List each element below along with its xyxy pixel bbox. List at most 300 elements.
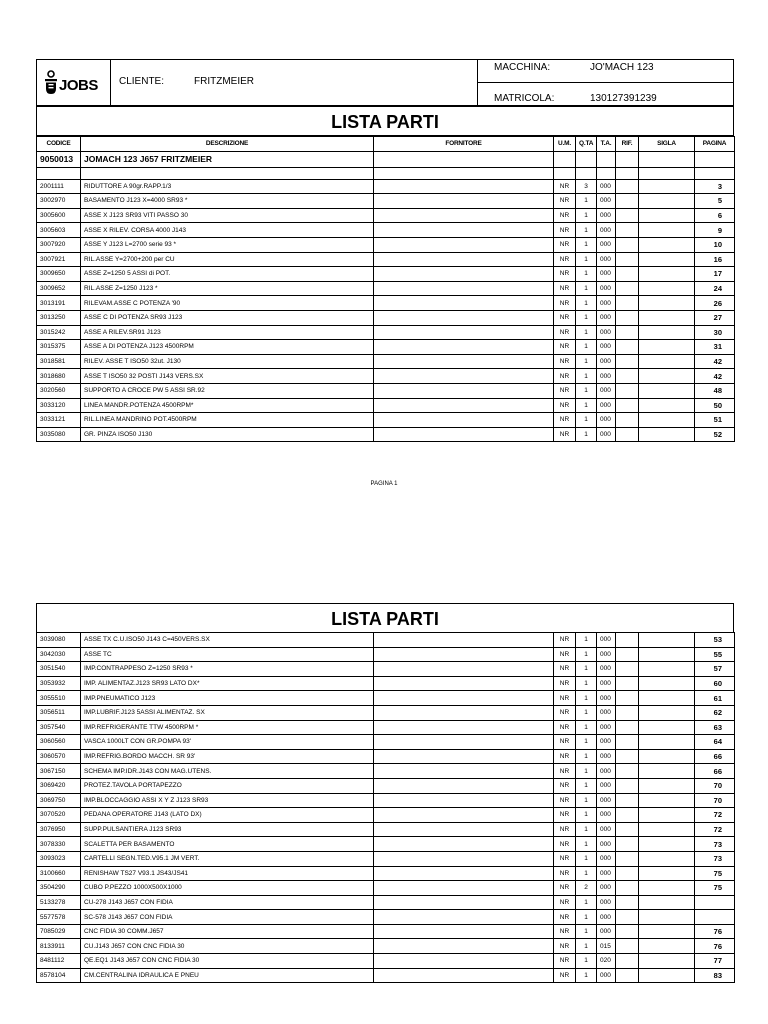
cell-ta: 000 bbox=[597, 354, 616, 369]
cell-rif bbox=[616, 223, 639, 238]
cell-ta: 000 bbox=[597, 910, 616, 925]
cell-pagina: 77 bbox=[695, 954, 735, 969]
cell-ta: 000 bbox=[597, 866, 616, 881]
cell-ta: 000 bbox=[597, 924, 616, 939]
cell-pagina: 66 bbox=[695, 749, 735, 764]
cell-codice: 3051540 bbox=[37, 662, 81, 677]
cell-fornitore bbox=[374, 968, 554, 983]
cell-sigla bbox=[639, 310, 695, 325]
table-row bbox=[37, 647, 735, 662]
cell-descrizione: PEDANA OPERATORE J143 (LATO DX) bbox=[81, 808, 374, 823]
cell-ta: 000 bbox=[597, 296, 616, 311]
table-row bbox=[37, 310, 735, 325]
cell-codice: 3015375 bbox=[37, 340, 81, 355]
cell-um: NR bbox=[554, 310, 576, 325]
cell-fornitore bbox=[374, 691, 554, 706]
cell-pagina: 73 bbox=[695, 851, 735, 866]
cell-codice: 3035080 bbox=[37, 427, 81, 442]
cell-fornitore bbox=[374, 720, 554, 735]
cell-qta: 1 bbox=[576, 398, 597, 413]
cell-um: NR bbox=[554, 179, 576, 194]
cell-sigla bbox=[639, 179, 695, 194]
cell-um: NR bbox=[554, 691, 576, 706]
table-row bbox=[37, 910, 735, 925]
table-row bbox=[37, 281, 735, 296]
cell-ta: 000 bbox=[597, 749, 616, 764]
cell-descrizione: ASSE Z=1250 5 ASSI di POT. bbox=[81, 267, 374, 282]
cell-qta: 1 bbox=[576, 910, 597, 925]
cell-codice: 8578104 bbox=[37, 968, 81, 983]
cell-ta: 000 bbox=[597, 223, 616, 238]
cell-rif bbox=[616, 778, 639, 793]
cell-fornitore bbox=[374, 413, 554, 428]
cell-rif bbox=[616, 662, 639, 677]
cell-fornitore bbox=[374, 705, 554, 720]
cell-um: NR bbox=[554, 267, 576, 282]
cell-um: NR bbox=[554, 735, 576, 750]
cell-codice: 3013191 bbox=[37, 296, 81, 311]
cell-pagina: 73 bbox=[695, 837, 735, 852]
cell-ta: 000 bbox=[597, 808, 616, 823]
table-row bbox=[37, 866, 735, 881]
cell-descrizione: ASSE Y J123 L=2700 serie 93 * bbox=[81, 237, 374, 252]
cell-sigla bbox=[639, 910, 695, 925]
cell-ta: 000 bbox=[597, 413, 616, 428]
cell-rif bbox=[616, 881, 639, 896]
cell-sigla bbox=[639, 296, 695, 311]
cell-um: NR bbox=[554, 194, 576, 209]
cell-descrizione: RILEVAM.ASSE C POTENZA '90 bbox=[81, 296, 374, 311]
cell-sigla bbox=[639, 778, 695, 793]
col-ta: T.A. bbox=[597, 137, 616, 152]
cell-fornitore bbox=[374, 749, 554, 764]
cell-pagina: 51 bbox=[695, 413, 735, 428]
cell-descrizione: CNC FIDIA 30 COMM.J657 bbox=[81, 924, 374, 939]
cell-ta: 000 bbox=[597, 252, 616, 267]
cell-rif bbox=[616, 281, 639, 296]
cell-qta: 1 bbox=[576, 968, 597, 983]
cell-rif bbox=[616, 866, 639, 881]
cell-pagina bbox=[695, 910, 735, 925]
cell-fornitore bbox=[374, 647, 554, 662]
cell-descrizione: RIL.LINEA MANDRINO POT.4500RPM bbox=[81, 413, 374, 428]
cell-rif bbox=[616, 427, 639, 442]
cell-um: NR bbox=[554, 705, 576, 720]
table-row bbox=[37, 383, 735, 398]
cell-descrizione: SC-578 J143 J657 CON FIDIA bbox=[81, 910, 374, 925]
cell-fornitore bbox=[374, 194, 554, 209]
cell-codice: 3069750 bbox=[37, 793, 81, 808]
cell-descrizione: RIDUTTORE A 90gr.RAPP.1/3 bbox=[81, 179, 374, 194]
cell-um: NR bbox=[554, 749, 576, 764]
cell-fornitore bbox=[374, 866, 554, 881]
cell-codice: 3015242 bbox=[37, 325, 81, 340]
cell-qta: 1 bbox=[576, 954, 597, 969]
cell-pagina: 72 bbox=[695, 822, 735, 837]
cell-sigla bbox=[639, 764, 695, 779]
cell-um: NR bbox=[554, 383, 576, 398]
cell-um: NR bbox=[554, 968, 576, 983]
table-row bbox=[37, 179, 735, 194]
cell-rif bbox=[616, 267, 639, 282]
cell-descrizione: IMP. ALIMENTAZ.J123 SR93 LATO DX* bbox=[81, 676, 374, 691]
table-row bbox=[37, 237, 735, 252]
matricola-label: MATRICOLA: bbox=[494, 93, 555, 104]
cell-qta: 1 bbox=[576, 208, 597, 223]
cell-ta: 000 bbox=[597, 369, 616, 384]
cell-rif bbox=[616, 808, 639, 823]
cell-ta: 000 bbox=[597, 895, 616, 910]
cell-codice: 3007920 bbox=[37, 237, 81, 252]
cell-qta: 1 bbox=[576, 354, 597, 369]
cell-codice: 3002970 bbox=[37, 194, 81, 209]
table-row bbox=[37, 398, 735, 413]
cell-sigla bbox=[639, 340, 695, 355]
cell-ta: 000 bbox=[597, 851, 616, 866]
cliente-value: FRITZMEIER bbox=[194, 76, 254, 87]
cell-fornitore bbox=[374, 427, 554, 442]
cell-qta: 1 bbox=[576, 851, 597, 866]
cell-fornitore bbox=[374, 924, 554, 939]
cell-descrizione: LINEA MANDR.POTENZA 4500RPM* bbox=[81, 398, 374, 413]
cell-codice: 3053932 bbox=[37, 676, 81, 691]
cell-sigla bbox=[639, 281, 695, 296]
col-sigla: SIGLA bbox=[639, 137, 695, 152]
table-row bbox=[37, 954, 735, 969]
cell-um: NR bbox=[554, 808, 576, 823]
page-title-2: LISTA PARTI bbox=[36, 603, 734, 633]
cell-descrizione: VASCA 1000LT CON GR.POMPA 93' bbox=[81, 735, 374, 750]
table-row bbox=[37, 633, 735, 648]
cell-pagina: 64 bbox=[695, 735, 735, 750]
cell-rif bbox=[616, 398, 639, 413]
cell-rif bbox=[616, 939, 639, 954]
cell-rif bbox=[616, 179, 639, 194]
cell-codice: 5133278 bbox=[37, 895, 81, 910]
cell-codice: 8133911 bbox=[37, 939, 81, 954]
table-row bbox=[37, 924, 735, 939]
table-row bbox=[37, 296, 735, 311]
cell-pagina: 83 bbox=[695, 968, 735, 983]
cell-codice: 3009652 bbox=[37, 281, 81, 296]
cell-sigla bbox=[639, 720, 695, 735]
cell-ta: 020 bbox=[597, 954, 616, 969]
cell-fornitore bbox=[374, 179, 554, 194]
col-descrizione: DESCRIZIONE bbox=[81, 137, 374, 152]
cell-fornitore bbox=[374, 354, 554, 369]
cell-rif bbox=[616, 691, 639, 706]
cell-pagina: 16 bbox=[695, 252, 735, 267]
cell-qta: 1 bbox=[576, 676, 597, 691]
cell-fornitore bbox=[374, 954, 554, 969]
cell-sigla bbox=[639, 866, 695, 881]
cell-qta: 1 bbox=[576, 837, 597, 852]
cell-rif bbox=[616, 194, 639, 209]
cell-pagina: 31 bbox=[695, 340, 735, 355]
cell-fornitore bbox=[374, 633, 554, 648]
table-row bbox=[37, 427, 735, 442]
cell-pagina: 75 bbox=[695, 881, 735, 896]
cell-codice: 3005603 bbox=[37, 223, 81, 238]
cell-sigla bbox=[639, 939, 695, 954]
cell-ta: 000 bbox=[597, 383, 616, 398]
cell-um: NR bbox=[554, 354, 576, 369]
cell-rif bbox=[616, 237, 639, 252]
cell-rif bbox=[616, 252, 639, 267]
cell-rif bbox=[616, 764, 639, 779]
cell-rif bbox=[616, 968, 639, 983]
cell-um: NR bbox=[554, 237, 576, 252]
cell-ta: 000 bbox=[597, 647, 616, 662]
cell-fornitore bbox=[374, 895, 554, 910]
cell-codice: 3013250 bbox=[37, 310, 81, 325]
cell-qta: 1 bbox=[576, 413, 597, 428]
cell-descrizione: ASSE X J123 SR93 VITI PASSO 30 bbox=[81, 208, 374, 223]
cell-qta: 1 bbox=[576, 296, 597, 311]
cell-fornitore bbox=[374, 851, 554, 866]
cell-codice: 3069420 bbox=[37, 778, 81, 793]
cell-rif bbox=[616, 413, 639, 428]
cell-sigla bbox=[639, 413, 695, 428]
table-row bbox=[37, 705, 735, 720]
col-codice: CODICE bbox=[37, 137, 81, 152]
cell-pagina: 10 bbox=[695, 237, 735, 252]
cell-um: NR bbox=[554, 954, 576, 969]
cell-descrizione: SCALETTA PER BASAMENTO bbox=[81, 837, 374, 852]
table-row bbox=[37, 354, 735, 369]
cell-codice: 2001111 bbox=[37, 179, 81, 194]
cell-sigla bbox=[639, 735, 695, 750]
cell-um: NR bbox=[554, 910, 576, 925]
table-row bbox=[37, 735, 735, 750]
table-row bbox=[37, 939, 735, 954]
cell-ta: 000 bbox=[597, 676, 616, 691]
machine-info bbox=[477, 60, 734, 105]
cell-rif bbox=[616, 924, 639, 939]
cell-sigla bbox=[639, 223, 695, 238]
cell-codice: 5577578 bbox=[37, 910, 81, 925]
cell-rif bbox=[616, 383, 639, 398]
cell-fornitore bbox=[374, 910, 554, 925]
table-row bbox=[37, 208, 735, 223]
document-header bbox=[36, 59, 734, 106]
cell-pagina: 26 bbox=[695, 296, 735, 311]
cell-sigla bbox=[639, 427, 695, 442]
group-description: JOMACH 123 J657 FRITZMEIER bbox=[81, 151, 374, 167]
cell-um: NR bbox=[554, 398, 576, 413]
cell-pagina: 48 bbox=[695, 383, 735, 398]
cell-qta: 1 bbox=[576, 895, 597, 910]
cell-fornitore bbox=[374, 793, 554, 808]
cell-descrizione: IMP.REFRIG.BORDO MACCH. SR 93' bbox=[81, 749, 374, 764]
cell-sigla bbox=[639, 325, 695, 340]
cell-qta: 1 bbox=[576, 369, 597, 384]
cell-descrizione: IMP.PNEUMATICO J123 bbox=[81, 691, 374, 706]
cell-qta: 1 bbox=[576, 647, 597, 662]
cell-um: NR bbox=[554, 647, 576, 662]
cell-codice: 8481112 bbox=[37, 954, 81, 969]
cell-sigla bbox=[639, 924, 695, 939]
cell-sigla bbox=[639, 705, 695, 720]
cell-rif bbox=[616, 633, 639, 648]
cell-um: NR bbox=[554, 413, 576, 428]
cell-descrizione: RILEV. ASSE T ISO50 32ut. J130 bbox=[81, 354, 374, 369]
col-um: U.M. bbox=[554, 137, 576, 152]
cell-descrizione: ASSE X RILEV. CORSA 4000 J143 bbox=[81, 223, 374, 238]
cell-fornitore bbox=[374, 267, 554, 282]
cell-sigla bbox=[639, 851, 695, 866]
cell-um: NR bbox=[554, 924, 576, 939]
cell-descrizione: CM.CENTRALINA IDRAULICA E PNEU bbox=[81, 968, 374, 983]
cell-um: NR bbox=[554, 281, 576, 296]
cell-qta: 1 bbox=[576, 822, 597, 837]
cell-ta: 000 bbox=[597, 179, 616, 194]
table-row bbox=[37, 851, 735, 866]
cell-codice: 3060560 bbox=[37, 735, 81, 750]
cell-codice: 3018581 bbox=[37, 354, 81, 369]
table-row bbox=[37, 881, 735, 896]
cell-codice: 3005600 bbox=[37, 208, 81, 223]
table-row bbox=[37, 720, 735, 735]
col-rif: RIF. bbox=[616, 137, 639, 152]
cell-qta: 1 bbox=[576, 778, 597, 793]
cell-qta: 1 bbox=[576, 633, 597, 648]
col-pagina: PAGINA bbox=[695, 137, 735, 152]
cell-um: NR bbox=[554, 325, 576, 340]
cell-qta: 1 bbox=[576, 720, 597, 735]
cell-rif bbox=[616, 369, 639, 384]
cell-sigla bbox=[639, 676, 695, 691]
cell-pagina: 9 bbox=[695, 223, 735, 238]
cell-sigla bbox=[639, 252, 695, 267]
cell-ta: 000 bbox=[597, 764, 616, 779]
cell-descrizione: ASSE T ISO50 32 POSTI J143 VERS.SX bbox=[81, 369, 374, 384]
cell-rif bbox=[616, 354, 639, 369]
cell-fornitore bbox=[374, 310, 554, 325]
cell-sigla bbox=[639, 968, 695, 983]
cell-ta: 000 bbox=[597, 398, 616, 413]
cell-descrizione: ASSE TC bbox=[81, 647, 374, 662]
cell-pagina: 70 bbox=[695, 793, 735, 808]
cell-ta: 000 bbox=[597, 822, 616, 837]
cell-um: NR bbox=[554, 633, 576, 648]
cell-pagina: 72 bbox=[695, 808, 735, 823]
cell-qta: 1 bbox=[576, 223, 597, 238]
cell-um: NR bbox=[554, 793, 576, 808]
table-row bbox=[37, 413, 735, 428]
cell-descrizione: PROTEZ.TAVOLA PORTAPEZZO bbox=[81, 778, 374, 793]
cell-ta: 000 bbox=[597, 325, 616, 340]
table-row bbox=[37, 808, 735, 823]
cell-ta: 000 bbox=[597, 662, 616, 677]
cell-sigla bbox=[639, 267, 695, 282]
cell-fornitore bbox=[374, 237, 554, 252]
cell-ta: 000 bbox=[597, 705, 616, 720]
cell-sigla bbox=[639, 398, 695, 413]
cell-descrizione: IMP.REFRIGERANTE TTW 4500RPM * bbox=[81, 720, 374, 735]
cell-rif bbox=[616, 793, 639, 808]
cell-fornitore bbox=[374, 822, 554, 837]
cell-descrizione: QE.EQ1 J143 J657 CON CNC FIDIA 30 bbox=[81, 954, 374, 969]
page-number-footer: PAGINA 1 bbox=[370, 481, 398, 487]
table-row bbox=[37, 691, 735, 706]
cell-rif bbox=[616, 325, 639, 340]
cell-fornitore bbox=[374, 808, 554, 823]
cell-um: NR bbox=[554, 662, 576, 677]
cell-rif bbox=[616, 910, 639, 925]
cell-fornitore bbox=[374, 837, 554, 852]
cell-pagina: 24 bbox=[695, 281, 735, 296]
cell-ta: 000 bbox=[597, 194, 616, 209]
cell-descrizione: CU-278 J143 J657 CON FIDIA bbox=[81, 895, 374, 910]
cell-sigla bbox=[639, 662, 695, 677]
cell-codice: 3070520 bbox=[37, 808, 81, 823]
cell-qta: 3 bbox=[576, 179, 597, 194]
cell-qta: 1 bbox=[576, 194, 597, 209]
cell-sigla bbox=[639, 354, 695, 369]
cell-rif bbox=[616, 310, 639, 325]
cell-fornitore bbox=[374, 325, 554, 340]
cell-codice: 3055510 bbox=[37, 691, 81, 706]
spacer-row bbox=[37, 167, 735, 179]
cell-rif bbox=[616, 340, 639, 355]
cell-sigla bbox=[639, 647, 695, 662]
cell-qta: 1 bbox=[576, 267, 597, 282]
cell-fornitore bbox=[374, 369, 554, 384]
cell-rif bbox=[616, 647, 639, 662]
cell-um: NR bbox=[554, 895, 576, 910]
cell-pagina: 42 bbox=[695, 369, 735, 384]
cell-pagina: 6 bbox=[695, 208, 735, 223]
col-qta: Q.TA bbox=[576, 137, 597, 152]
cell-um: NR bbox=[554, 851, 576, 866]
cell-pagina: 55 bbox=[695, 647, 735, 662]
cell-ta: 000 bbox=[597, 310, 616, 325]
cell-descrizione: ASSE A DI POTENZA J123 4500RPM bbox=[81, 340, 374, 355]
cell-pagina: 5 bbox=[695, 194, 735, 209]
cell-codice: 3018680 bbox=[37, 369, 81, 384]
cell-qta: 1 bbox=[576, 749, 597, 764]
cell-rif bbox=[616, 296, 639, 311]
cell-ta: 000 bbox=[597, 837, 616, 852]
table-row bbox=[37, 764, 735, 779]
cell-fornitore bbox=[374, 881, 554, 896]
cell-codice: 3039080 bbox=[37, 633, 81, 648]
jobs-logo-icon bbox=[44, 70, 58, 96]
logo-text: JOBS bbox=[59, 77, 98, 94]
cell-ta: 000 bbox=[597, 691, 616, 706]
cell-rif bbox=[616, 676, 639, 691]
cell-codice: 3042030 bbox=[37, 647, 81, 662]
cell-fornitore bbox=[374, 764, 554, 779]
cell-ta: 000 bbox=[597, 267, 616, 282]
table-row bbox=[37, 822, 735, 837]
table-row bbox=[37, 194, 735, 209]
cell-ta: 000 bbox=[597, 793, 616, 808]
page-title: LISTA PARTI bbox=[36, 106, 734, 136]
group-code: 9050013 bbox=[37, 151, 81, 167]
cell-descrizione: ASSE A RILEV.SR91 J123 bbox=[81, 325, 374, 340]
cell-codice: 3020560 bbox=[37, 383, 81, 398]
cell-um: NR bbox=[554, 252, 576, 267]
cell-codice: 3009650 bbox=[37, 267, 81, 282]
cell-descrizione: CARTELLI SEGN.TED.V95.1 JM VERT. bbox=[81, 851, 374, 866]
cell-um: NR bbox=[554, 720, 576, 735]
cell-qta: 1 bbox=[576, 310, 597, 325]
macchina-label: MACCHINA: bbox=[494, 62, 551, 73]
cell-pagina: 3 bbox=[695, 179, 735, 194]
cell-pagina: 42 bbox=[695, 354, 735, 369]
